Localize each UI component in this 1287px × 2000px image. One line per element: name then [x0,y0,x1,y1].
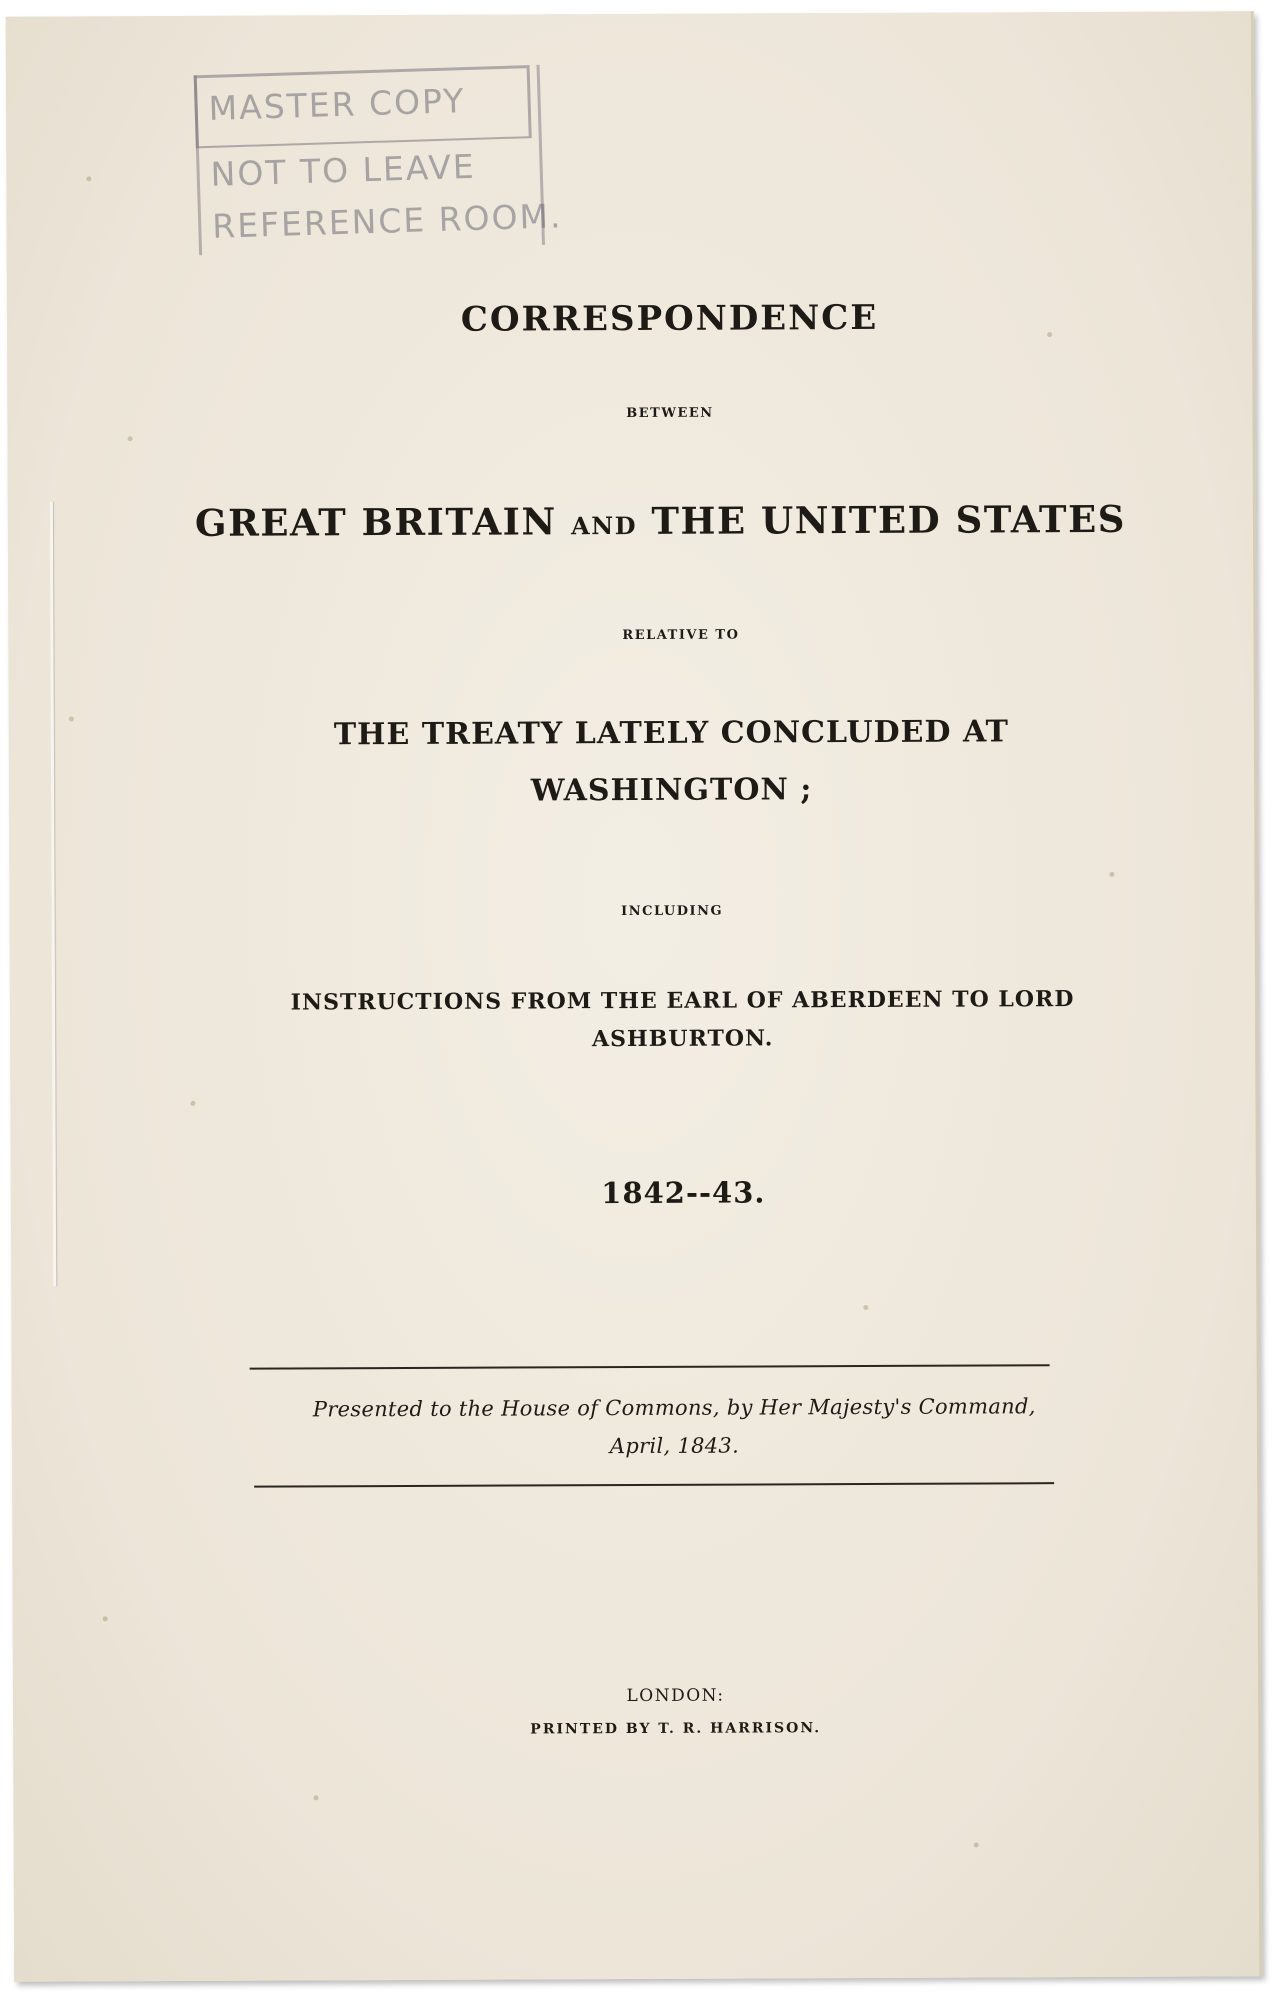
foxing-spot [86,176,91,181]
foxing-spot [1047,332,1052,337]
stamp-line-2: NOT TO LEAVE [210,146,477,194]
presented-line-1: Presented to the House of Commons, by Her Majesty's Command, [312,1394,1036,1422]
printer-label: PRINTED BY T. R. HARRISON. [530,1720,822,1738]
foxing-spot [128,436,133,441]
relative-to-label: RELATIVE TO [622,627,740,644]
between-label: BETWEEN [626,405,714,422]
party-united-states: THE UNITED STATES [651,496,1127,543]
top-rule [250,1364,1050,1369]
stamp-line-1: MASTER COPY [208,81,466,128]
binding-edge [50,502,56,1287]
years-label: 1842--43. [601,1175,766,1211]
foxing-spot [69,716,74,721]
library-stamp [194,65,564,255]
subject-line-1: THE TREATY LATELY CONCLUDED AT [333,714,1009,753]
instructions-line-1: INSTRUCTIONS FROM THE EARL OF ABERDEEN TO LORD [290,986,1075,1016]
document-page [6,11,1263,1981]
including-label: INCLUDING [621,903,724,920]
stamp-line-3: REFERENCE ROOM. [211,196,564,246]
foxing-spot [863,1305,868,1310]
party-great-britain: GREAT BRITAIN [194,499,557,545]
document-title: CORRESPONDENCE [460,297,879,340]
foxing-spot [1109,872,1114,877]
place-label: LONDON: [626,1685,725,1707]
and-connector: AND [571,510,638,541]
foxing-spot [974,1843,979,1848]
foxing-spot [190,1101,195,1106]
subject-line-2: WASHINGTON ; [530,772,813,809]
presented-line-2: April, 1843. [609,1433,740,1459]
instructions-line-2: ASHBURTON. [591,1025,774,1053]
foxing-spot [313,1795,318,1800]
bottom-rule [254,1482,1054,1487]
parties-heading [38,496,1283,545]
foxing-spot [103,1616,108,1621]
